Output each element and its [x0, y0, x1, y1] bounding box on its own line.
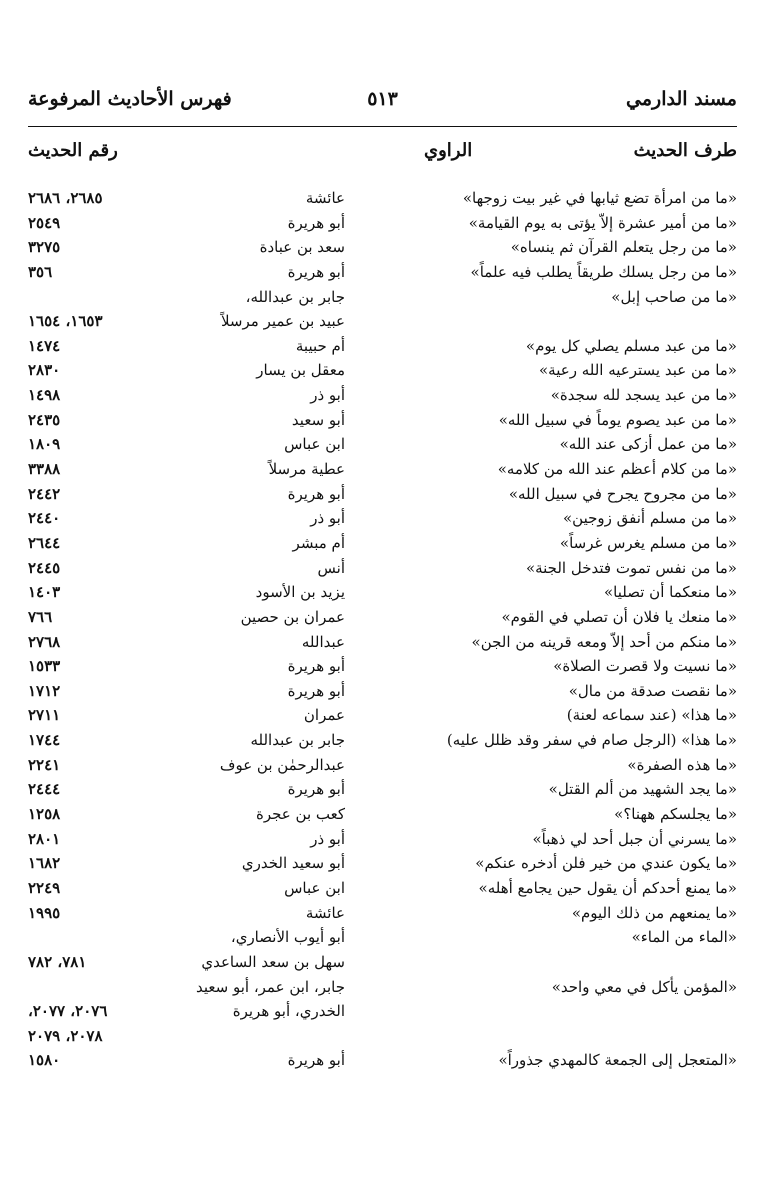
column-header-hadith: طرف الحديث	[633, 140, 737, 161]
hadith-text: «ما من امرأة تضع ثيابها في غير بيت زوجها»	[462, 189, 737, 207]
narrator-name: عبدالرحمٰن بن عوف	[219, 755, 345, 774]
hadith-number: ١٢٥٨	[28, 805, 61, 824]
hadith-number: ٢٠٧٦، ٢٠٧٧،	[28, 1002, 108, 1021]
table-row	[28, 605, 737, 630]
hadith-number: ٢٢٤١	[28, 755, 61, 774]
hadith-number: ٢٧٦٨	[28, 632, 61, 651]
hadith-text: «ما منعكما أن تصليا»	[603, 583, 737, 602]
table-row	[28, 999, 737, 1024]
hadith-text: «ما من صاحب إبل»	[611, 287, 737, 306]
hadith-number: ١٦٥٣، ١٦٥٤	[28, 312, 103, 331]
hadith-text: «الماء من الماء»	[631, 928, 737, 947]
index-table	[28, 186, 737, 1073]
hadith-text: «ما نقصت صدقة من مال»	[568, 681, 737, 700]
hadith-text: «ما من عبد يسجد لله سجدة»	[550, 386, 737, 405]
table-row	[28, 358, 737, 383]
page-number: ٥١٣	[367, 88, 398, 110]
hadith-text: «ما من كلام أعظم عند الله من كلامه»	[497, 460, 737, 479]
narrator-name: عبدالله	[301, 632, 345, 651]
hadith-number: ٢٤٤٤	[28, 780, 61, 799]
hadith-text: «ما يسرني أن جبل أحد لي ذهباً»	[532, 829, 737, 848]
hadith-text: «ما يكون عندي من خير فلن أدخره عنكم»	[475, 854, 737, 873]
narrator-name: معقل بن يسار	[256, 361, 345, 380]
running-head	[28, 88, 737, 118]
narrator-name: أبو سعيد	[291, 410, 345, 429]
table-row	[28, 408, 737, 433]
hadith-number: ٢٤٣٥	[28, 410, 61, 429]
hadith-text: «ما من أمير عشرة إلاّ يؤتى به يوم القيامة»	[468, 213, 737, 232]
narrator-name: أبو هريرة	[287, 681, 345, 700]
narrator-name: يزيد بن الأسود	[255, 583, 345, 602]
narrator-name: أبو هريرة	[287, 1051, 345, 1070]
narrator-name: عطية مرسلاً	[268, 460, 345, 479]
hadith-text: «ما من عبد مسلم يصلي كل يوم»	[525, 336, 737, 355]
table-row	[28, 556, 737, 581]
table-row	[28, 334, 737, 359]
narrator-name: سهل بن سعد الساعدي	[201, 952, 345, 971]
narrator-name: أبو هريرة	[287, 262, 345, 281]
table-row	[28, 531, 737, 556]
hadith-number: ٢٤٤٠	[28, 509, 61, 528]
narrator-name: أم مبشر	[292, 533, 345, 552]
table-row	[28, 506, 737, 531]
header-rule	[28, 126, 737, 127]
hadith-text: «ما منعك يا فلان أن تصلي في القوم»	[501, 607, 737, 626]
hadith-text: «ما يمنع أحدكم أن يقول حين يجامع أهله»	[478, 878, 737, 897]
hadith-text: «المؤمن يأكل في معي واحد»	[551, 977, 737, 996]
narrator-name: أبو ذر	[310, 386, 345, 405]
table-row	[28, 630, 737, 655]
narrator-name: أنس	[317, 558, 345, 577]
hadith-number: ٢٨٠١	[28, 829, 61, 848]
column-header-number: رقم الحديث	[28, 140, 118, 161]
hadith-number: ١٨٠٩	[28, 435, 61, 454]
narrator-name: عبيد بن عمير مرسلاً	[220, 312, 345, 331]
table-row	[28, 457, 737, 482]
table-row	[28, 285, 737, 310]
table-row	[28, 679, 737, 704]
narrator-name: عائشة	[305, 189, 345, 207]
narrator-name: كعب بن عجرة	[255, 805, 345, 824]
hadith-number: ٢٢٤٩	[28, 878, 61, 897]
narrator-name: أبو هريرة	[287, 484, 345, 503]
table-row	[28, 950, 737, 975]
hadith-text: «ما يجلسكم ههنا؟»	[614, 805, 737, 824]
table-row	[28, 901, 737, 926]
hadith-text: «ما يمنعهم من ذلك اليوم»	[571, 903, 737, 922]
narrator-name: عائشة	[305, 903, 345, 922]
hadith-number: ١٦٨٢	[28, 854, 61, 873]
narrator-name: أبو هريرة	[287, 657, 345, 676]
table-row	[28, 482, 737, 507]
hadith-number: ٢٠٧٨، ٢٠٧٩	[28, 1026, 103, 1045]
hadith-text: «ما من عبد يسترعيه الله رعية»	[539, 361, 737, 380]
hadith-number: ١٥٣٣	[28, 657, 61, 676]
hadith-number: ٧٦٦	[28, 607, 53, 626]
hadith-text: «ما هذه الصفرة»	[627, 755, 737, 774]
hadith-number: ٧٨١، ٧٨٢	[28, 952, 87, 971]
narrator-name: عمران بن حصين	[240, 607, 345, 626]
narrator-name: الخدري، أبو هريرة	[232, 1002, 345, 1021]
book-title: مسند الدارمي	[626, 88, 737, 110]
table-row	[28, 802, 737, 827]
table-row	[28, 728, 737, 753]
hadith-number: ٢٨٣٠	[28, 361, 61, 380]
narrator-name: أبو أيوب الأنصاري،	[230, 928, 345, 947]
hadith-number: ١٥٨٠	[28, 1051, 61, 1070]
table-row	[28, 753, 737, 778]
narrator-name: ابن عباس	[284, 435, 345, 454]
hadith-number: ١٤٠٣	[28, 583, 61, 602]
hadith-text: «ما من مسلم أنفق زوجين»	[563, 509, 737, 528]
table-row	[28, 925, 737, 950]
table-row	[28, 777, 737, 802]
table-row	[28, 703, 737, 728]
narrator-name: أبو سعيد الخدري	[241, 854, 345, 873]
table-row	[28, 235, 737, 260]
narrator-name: جابر بن عبدالله	[250, 731, 345, 750]
hadith-number: ٢٥٤٩	[28, 213, 61, 232]
hadith-number: ٢٤٤٥	[28, 558, 61, 577]
hadith-number: ١٧٤٤	[28, 731, 61, 750]
table-row	[28, 309, 737, 334]
hadith-number: ٢٧١١	[28, 706, 61, 725]
hadith-text: «ما منكم من أحد إلاّ ومعه قرينه من الجن»	[471, 632, 737, 651]
table-row	[28, 211, 737, 236]
column-header-rawi: الراوي	[424, 140, 473, 161]
hadith-text: «ما من مسلم يغرس غرساً»	[559, 533, 737, 552]
hadith-number: ١٤٩٨	[28, 386, 61, 405]
narrator-name: سعد بن عبادة	[259, 238, 345, 257]
hadith-text: «ما من رجل يسلك طريقاً يطلب فيه علماً»	[470, 262, 737, 281]
table-row	[28, 654, 737, 679]
hadith-text: «ما يجد الشهيد من ألم القتل»	[548, 780, 737, 799]
table-row	[28, 827, 737, 852]
table-row	[28, 876, 737, 901]
hadith-number: ٣٣٨٨	[28, 460, 61, 479]
hadith-text: «ما من عمل أزكى عند الله»	[559, 435, 737, 454]
table-row	[28, 1024, 737, 1049]
hadith-text: «ما هذا» (عند سماعه لعنة)	[566, 706, 737, 725]
narrator-name: ابن عباس	[284, 878, 345, 897]
hadith-text: «ما من رجل يتعلم القرآن ثم ينساه»	[510, 238, 737, 257]
hadith-number: ٣٥٦	[28, 262, 53, 281]
hadith-text: «ما من مجروح يجرح في سبيل الله»	[508, 484, 737, 503]
hadith-number: ٢٦٤٤	[28, 533, 61, 552]
section-title: فهرس الأحاديث المرفوعة	[28, 88, 232, 110]
hadith-text: «ما هذا» (الرجل صام في سفر وقد ظلل عليه)	[446, 731, 737, 750]
hadith-number: ١٤٧٤	[28, 336, 61, 355]
table-row	[28, 260, 737, 285]
hadith-number: ٢٤٤٢	[28, 484, 61, 503]
hadith-number: ٢٦٨٥، ٢٦٨٦	[28, 189, 103, 207]
narrator-name: جابر، ابن عمر، أبو سعيد	[195, 977, 345, 996]
narrator-name: أم حبيبة	[295, 336, 345, 355]
narrator-name: جابر بن عبدالله،	[245, 287, 345, 306]
hadith-number: ٣٢٧٥	[28, 238, 61, 257]
narrator-name: أبو ذر	[310, 509, 345, 528]
table-row	[28, 432, 737, 457]
table-row	[28, 851, 737, 876]
table-row	[28, 383, 737, 408]
table-row	[28, 186, 737, 211]
narrator-name: عمران	[303, 706, 345, 725]
table-row	[28, 580, 737, 605]
hadith-text: «ما من نفس تموت فتدخل الجنة»	[525, 558, 737, 577]
hadith-text: «ما من عبد يصوم يوماً في سبيل الله»	[498, 410, 737, 429]
hadith-number: ١٩٩٥	[28, 903, 61, 922]
hadith-number: ١٧١٢	[28, 681, 61, 700]
narrator-name: أبو هريرة	[287, 213, 345, 232]
narrator-name: أبو ذر	[310, 829, 345, 848]
table-row	[28, 975, 737, 1000]
hadith-text: «المتعجل إلى الجمعة كالمهدي جذوراً»	[498, 1051, 737, 1070]
narrator-name: أبو هريرة	[287, 780, 345, 799]
hadith-text: «ما نسيت ولا قصرت الصلاة»	[553, 657, 737, 676]
table-row	[28, 1048, 737, 1073]
